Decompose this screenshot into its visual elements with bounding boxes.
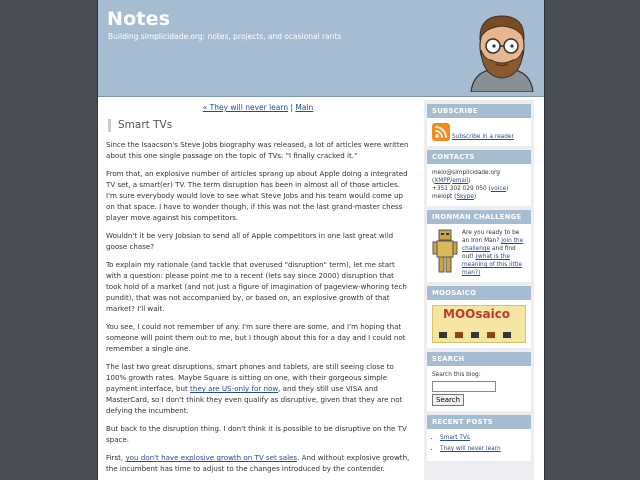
search-heading: SEARCH xyxy=(427,352,531,366)
subscribe-box xyxy=(427,118,531,146)
search-button[interactable]: Search xyxy=(432,394,464,406)
contact-phone xyxy=(432,185,526,193)
contact-email: melo@simplicidade.org xyxy=(432,170,500,176)
slash: / xyxy=(450,178,453,184)
moosaico-box xyxy=(427,300,531,348)
tv-growth-link[interactable]: you don't have explosive growth on TV set sales xyxy=(125,453,298,462)
contact-skype xyxy=(432,193,526,201)
subscribe-heading: SUBSCRIBE xyxy=(427,104,531,118)
main-content xyxy=(106,102,410,480)
recent-posts-heading: RECENT POSTS xyxy=(427,415,531,429)
moosaico-logo[interactable] xyxy=(432,305,526,343)
subscribe-reader-link[interactable]: Subscribe in a reader xyxy=(452,134,514,140)
paragraph: You see, I could not remember of any. I'm sure there are some, and I'm hoping that someone will point them out to me, but I though about this for a day and I could not remember a single one. xyxy=(106,322,406,353)
contacts-heading: CONTACTS xyxy=(427,150,531,164)
ironman-meaning-link[interactable]: (what is the meaning of this little man?) xyxy=(462,254,523,276)
phone-number: +351 302 029 050 ( xyxy=(432,186,491,192)
moosaico-logo-text: MOOsaico xyxy=(443,307,511,321)
paragraph xyxy=(106,361,410,416)
join-challenge-link[interactable]: Join the challenge xyxy=(462,238,524,252)
blog-header xyxy=(98,0,544,97)
rss-feed-icon[interactable] xyxy=(432,123,450,141)
list-item xyxy=(440,445,526,453)
recent-post-link[interactable]: They will never learn xyxy=(440,446,501,452)
main-page-link[interactable]: Main xyxy=(295,103,314,112)
ironman-heading: IRONMAN CHALLENGE xyxy=(427,210,531,224)
paragraph: To explain my rationale (and tackle that overused "disruption" term), let me start with a question: please point me to a recent (lets say since 2000) disruption that took hold of a market (and not just a figure of imagination of pageview-whoring tech pundit), that was not accompanied by, or based on, an explosive growth of that market? I'll wait. xyxy=(106,260,407,313)
page-container xyxy=(97,0,545,480)
recent-post-link[interactable]: Smart TVs xyxy=(440,435,470,441)
post-title: Smart TVs xyxy=(108,119,410,132)
recent-posts-box xyxy=(427,429,531,461)
search-input[interactable] xyxy=(432,381,496,392)
sidebar xyxy=(424,100,534,480)
email-link[interactable]: email xyxy=(452,178,469,184)
paragraph: Since the Isaacson's Steve Jobs biography was released, a lot of articles were written about this one single passage on the topic of TVs: "I finally cracked it." xyxy=(106,140,409,160)
post-body xyxy=(106,139,410,474)
nav-separator: | xyxy=(290,103,294,112)
post-navigation xyxy=(106,102,410,113)
blog-description: Building simplicidade.org: notes, projects, and ocasional rants xyxy=(108,32,342,41)
skype-user: melopt ( xyxy=(432,194,457,200)
us-only-link[interactable]: they are US-only for now xyxy=(190,384,279,393)
previous-post-link[interactable]: « They will never learn xyxy=(202,103,289,112)
author-avatar xyxy=(467,8,537,92)
ironman-box xyxy=(427,224,531,282)
paragraph-text: First, xyxy=(106,453,126,462)
paragraph-text: , and they still use VISA and MasterCard, so I don't think they even qualify as disruptive, given that they are not defying the incumbent. xyxy=(106,384,403,415)
search-box xyxy=(427,366,531,411)
paren: ) xyxy=(473,194,477,200)
blog-title[interactable]: Notes xyxy=(107,8,171,30)
contact-links xyxy=(432,177,526,185)
contacts-box xyxy=(427,164,531,206)
paragraph-text: The last two great disruptions, smart phones and tablets, are still seeing close to 100% growth rates. Maybe Square is sitting on one, with their gorgeous simple payment interface, but xyxy=(106,362,394,393)
paren: ) xyxy=(506,186,509,192)
paragraph-text: . And without explosive growth, the incumbent has time to adjust to the changes introduced by the contender. xyxy=(106,453,410,473)
paragraph xyxy=(106,452,410,474)
list-item xyxy=(440,434,526,442)
skype-link[interactable]: Skype xyxy=(456,194,474,200)
paren: ( xyxy=(432,178,435,184)
voice-link[interactable]: voice xyxy=(490,186,507,192)
ironman-robot-icon[interactable] xyxy=(432,229,458,275)
ironman-text: and find out! xyxy=(462,246,516,260)
paragraph: But back to the disruption thing. I don't think it is possible to be disruptive on the TV space. xyxy=(106,424,407,444)
paragraph: From that, an explosive number of articles sprang up about Apple doing a integrated TV set, a smart(er) TV. The term disruption has been in almost all of those articles. I'm sure everybody would love to see what Steve Jobs and his team would come up on that space. I have to wonder though, if this was not the last grand-master chess player move against his competitors. xyxy=(106,169,408,222)
paren: ) xyxy=(468,178,471,184)
recent-posts-list xyxy=(432,434,526,453)
cow-icons xyxy=(437,330,521,340)
ironman-text: Are you ready to be an Iron Man? xyxy=(462,230,520,244)
moosaico-heading: MOOSAICO xyxy=(427,286,531,300)
search-label: Search this blog: xyxy=(432,372,481,378)
xmpp-link[interactable]: XMPP xyxy=(434,178,451,184)
paragraph: Wouldn't it be very Jobsian to send all of Apple competitors in one last great wild goose chase? xyxy=(106,231,394,251)
